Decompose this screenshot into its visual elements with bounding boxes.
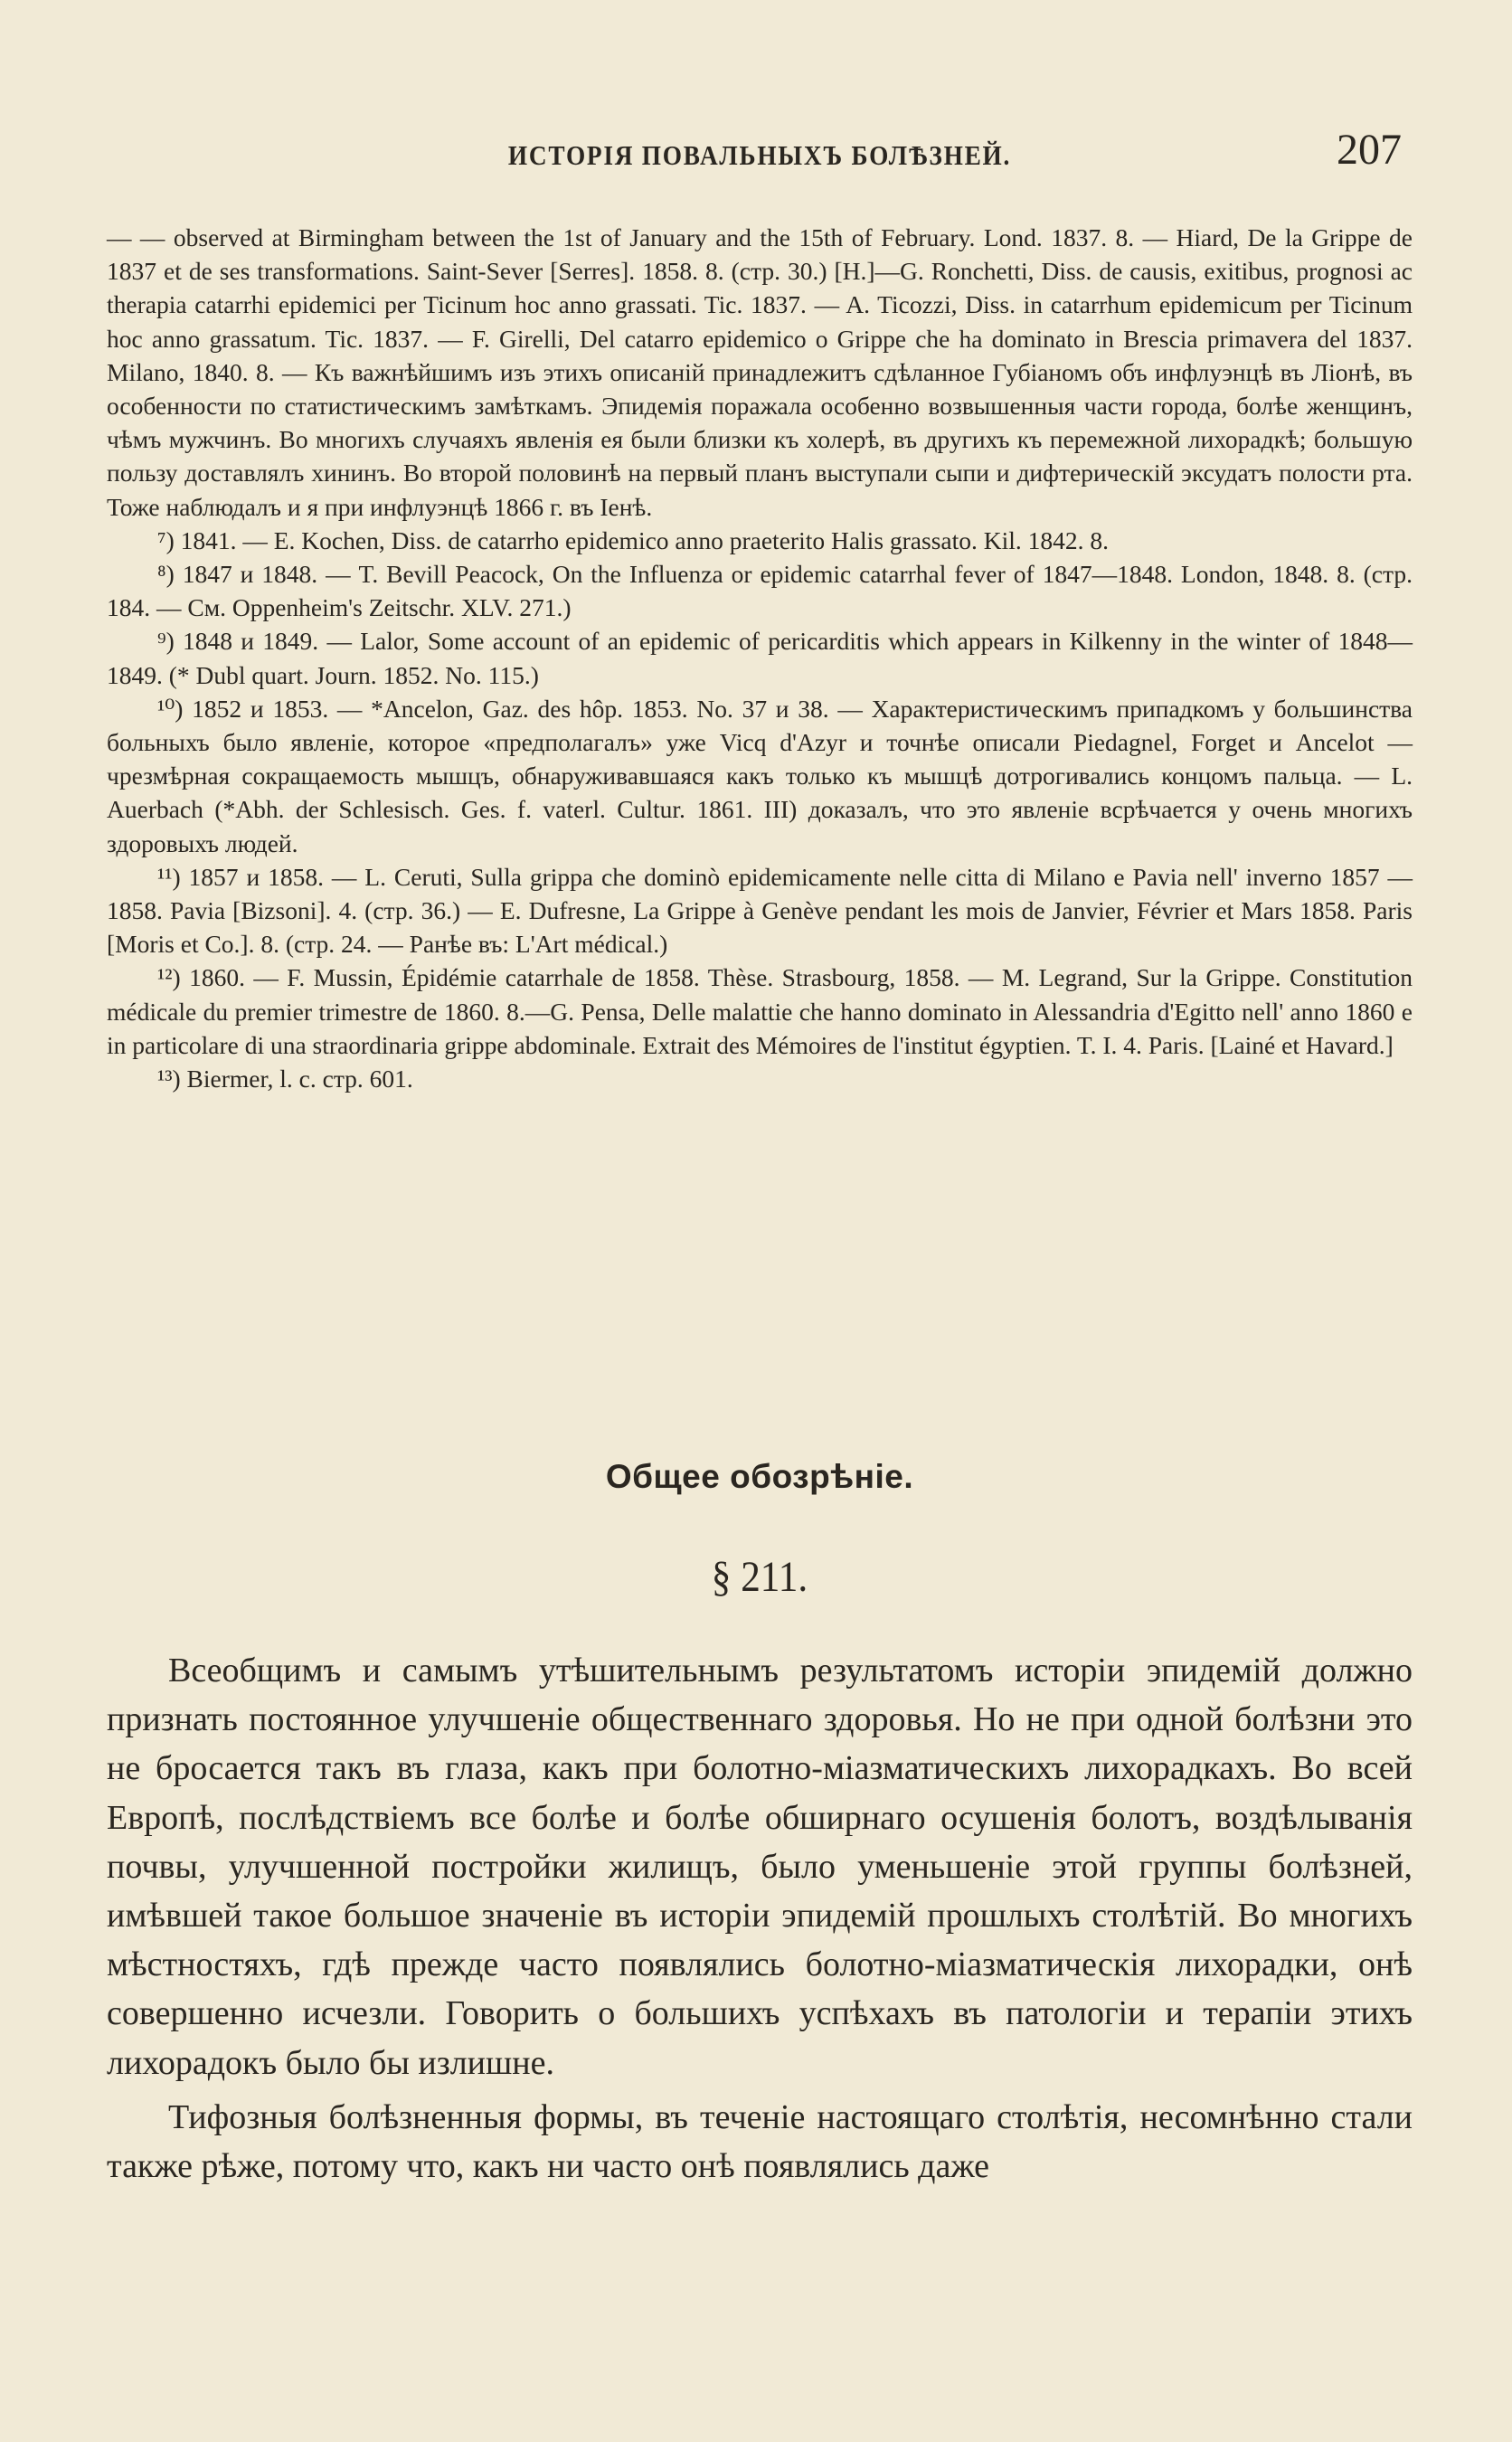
footnote-13: ¹³) Biermer, l. c. стр. 601.	[157, 1065, 413, 1093]
footnote-11: ¹¹) 1857 и 1858. — L. Ceruti, Sulla grippa che dominò epidemicamente nelle citta di Milano e Pavia nell' inverno 1857 — 1858. Pavia [Bizsoni]. 4. (стр. 36.) — E. Dufresne, La Grippe à Genève pendant les mois de Janvier, Février et Mars 1858. Paris [Moris et Co.]. 8. (стр. 24. — Ранѣе въ: L'Art médical.)	[107, 862, 1413, 959]
body-paragraph-1: Всеобщимъ и самымъ утѣшительнымъ результатомъ исторіи эпидемій должно признать постоянное улучшеніе общественнаго здоровья. Но не при одной болѣзни это не бросается такъ въ глаза, какъ при болотно-міазматическихъ лихорадкахъ. Во всей Европѣ, послѣдствіемъ все болѣе и болѣе обширнаго осушенія болотъ, воздѣлыванія почвы, улучшенной постройки жилищъ, было уменьшеніе этой группы болѣзней, имѣвшей такое большое значеніе въ исторіи эпидемій прошлыхъ столѣтій. Во многихъ мѣстностяхъ, гдѣ прежде часто появлялись болотно-міазматическія лихорадки, онѣ совершенно исчезли. Говорить о большихъ успѣхахъ въ патологіи и терапіи этихъ лихорадокъ было бы излишне.	[107, 1652, 1413, 2082]
running-head	[107, 125, 1413, 179]
footnote-continuation: — — observed at Birmingham between the 1st of January and the 15th of February. Lond. 1837. 8. — Hiard, De la Grippe de 1837 et de ses transformations. Saint-Sever [Serres]. 1858. 8. (стр. 30.) [H.]—G. Ronchetti, Diss. de causis, exitibus, prognosi ac therapia catarrhi epidemici per Ticinum hoc anno grassati. Tic. 1837. — A. Ticozzi, Diss. in catarrhum epidemicum per Ticinum hoc anno grassatum. Tic. 1837. — F. Girelli, Del catarro epidemico o Grippe che ha dominato in Brescia primavera del 1837. Milano, 1840. 8. — Къ важнѣйшимъ изъ этихъ описаній принадлежитъ сдѣланное Губіаномъ объ инфлуэнцѣ въ Ліонѣ, въ особенности по статистическимъ замѣткамъ. Эпидемія поражала особенно возвышенныя части города, болѣе женщинъ, чѣмъ мужчинъ. Во многихъ случаяхъ явленія ея были близки къ холерѣ, въ другихъ къ перемежной лихорадкѣ; большую пользу доставлялъ хининъ. Во второй половинѣ на первый планъ выступали сыпи и дифтерическій эксудатъ полости рта. Тоже наблюдалъ и я при инфлуэнцѣ 1866 г. въ Іенѣ.	[107, 223, 1413, 521]
footnotes-block	[107, 221, 1413, 1095]
body-text	[107, 1646, 1413, 2196]
footnote-7: ⁷) 1841. — E. Kochen, Diss. de catarrho epidemico anno praeterito Halis grassato. Kil. 1842. 8.	[157, 525, 1110, 554]
running-title: ИСТОРІЯ ПОВАЛЬНЫХЪ БОЛѢЗНЕЙ.	[507, 139, 1012, 171]
footnote-12: ¹²) 1860. — F. Mussin, Épidémie catarrhale de 1858. Thèse. Strasbourg, 1858. — M. Legrand, Sur la Grippe. Constitution médicale du premier trimestre de 1860. 8.—G. Pensa, Delle malattie che hanno dominato in Alessandria d'Egitto nell' anno 1860 e in particolare di una straordinaria grippe abdominale. Extrait des Mémoires de l'institut égyptien. T. I. 4. Paris. [Lainé et Havard.]	[107, 963, 1413, 1059]
section-number: § 211.	[711, 1553, 808, 1601]
page-number: 207	[1337, 126, 1402, 174]
footnote-8: ⁸) 1847 и 1848. — T. Bevill Peacock, On the Influenza or epidemic catarrhal fever of 1847—1848. London, 1848. 8. (стр. 184. — См. Oppenheim's Zeitschr. XLV. 271.)	[107, 560, 1413, 622]
footnote-10: ¹⁰) 1852 и 1853. — *Ancelon, Gaz. des hôp. 1853. No. 37 и 38. — Характеристическимъ припадкомъ у большинства больныхъ было явленіе, которое «предполагалъ» уже Vicq d'Azyr и точнѣе описали Piedagnel, Forget и Ancelot — чрезмѣрная сокращаемость мышцъ, обнаруживавшаяся какъ только къ мышцѣ дотрогивались концомъ пальца. — L. Auerbach (*Abh. der Schlesisch. Ges. f. vaterl. Cultur. 1861. III) доказалъ, что это явленіе всрѣчается у очень многихъ здоровыхъ людей.	[107, 694, 1413, 857]
body-paragraph-2: Тифозныя болѣзненныя формы, въ теченіе настоящаго столѣтія, несомнѣнно стали также рѣже, потому что, какъ ни часто онѣ появлялись даже	[107, 2097, 1413, 2186]
footnote-9: ⁹) 1848 и 1849. — Lalor, Some account of an epidemic of pericarditis which appears in Kilkenny in the winter of 1848—1849. (* Dubl quart. Journ. 1852. No. 115.)	[107, 627, 1413, 689]
section-title: Общее обозрѣніе.	[605, 1458, 914, 1495]
